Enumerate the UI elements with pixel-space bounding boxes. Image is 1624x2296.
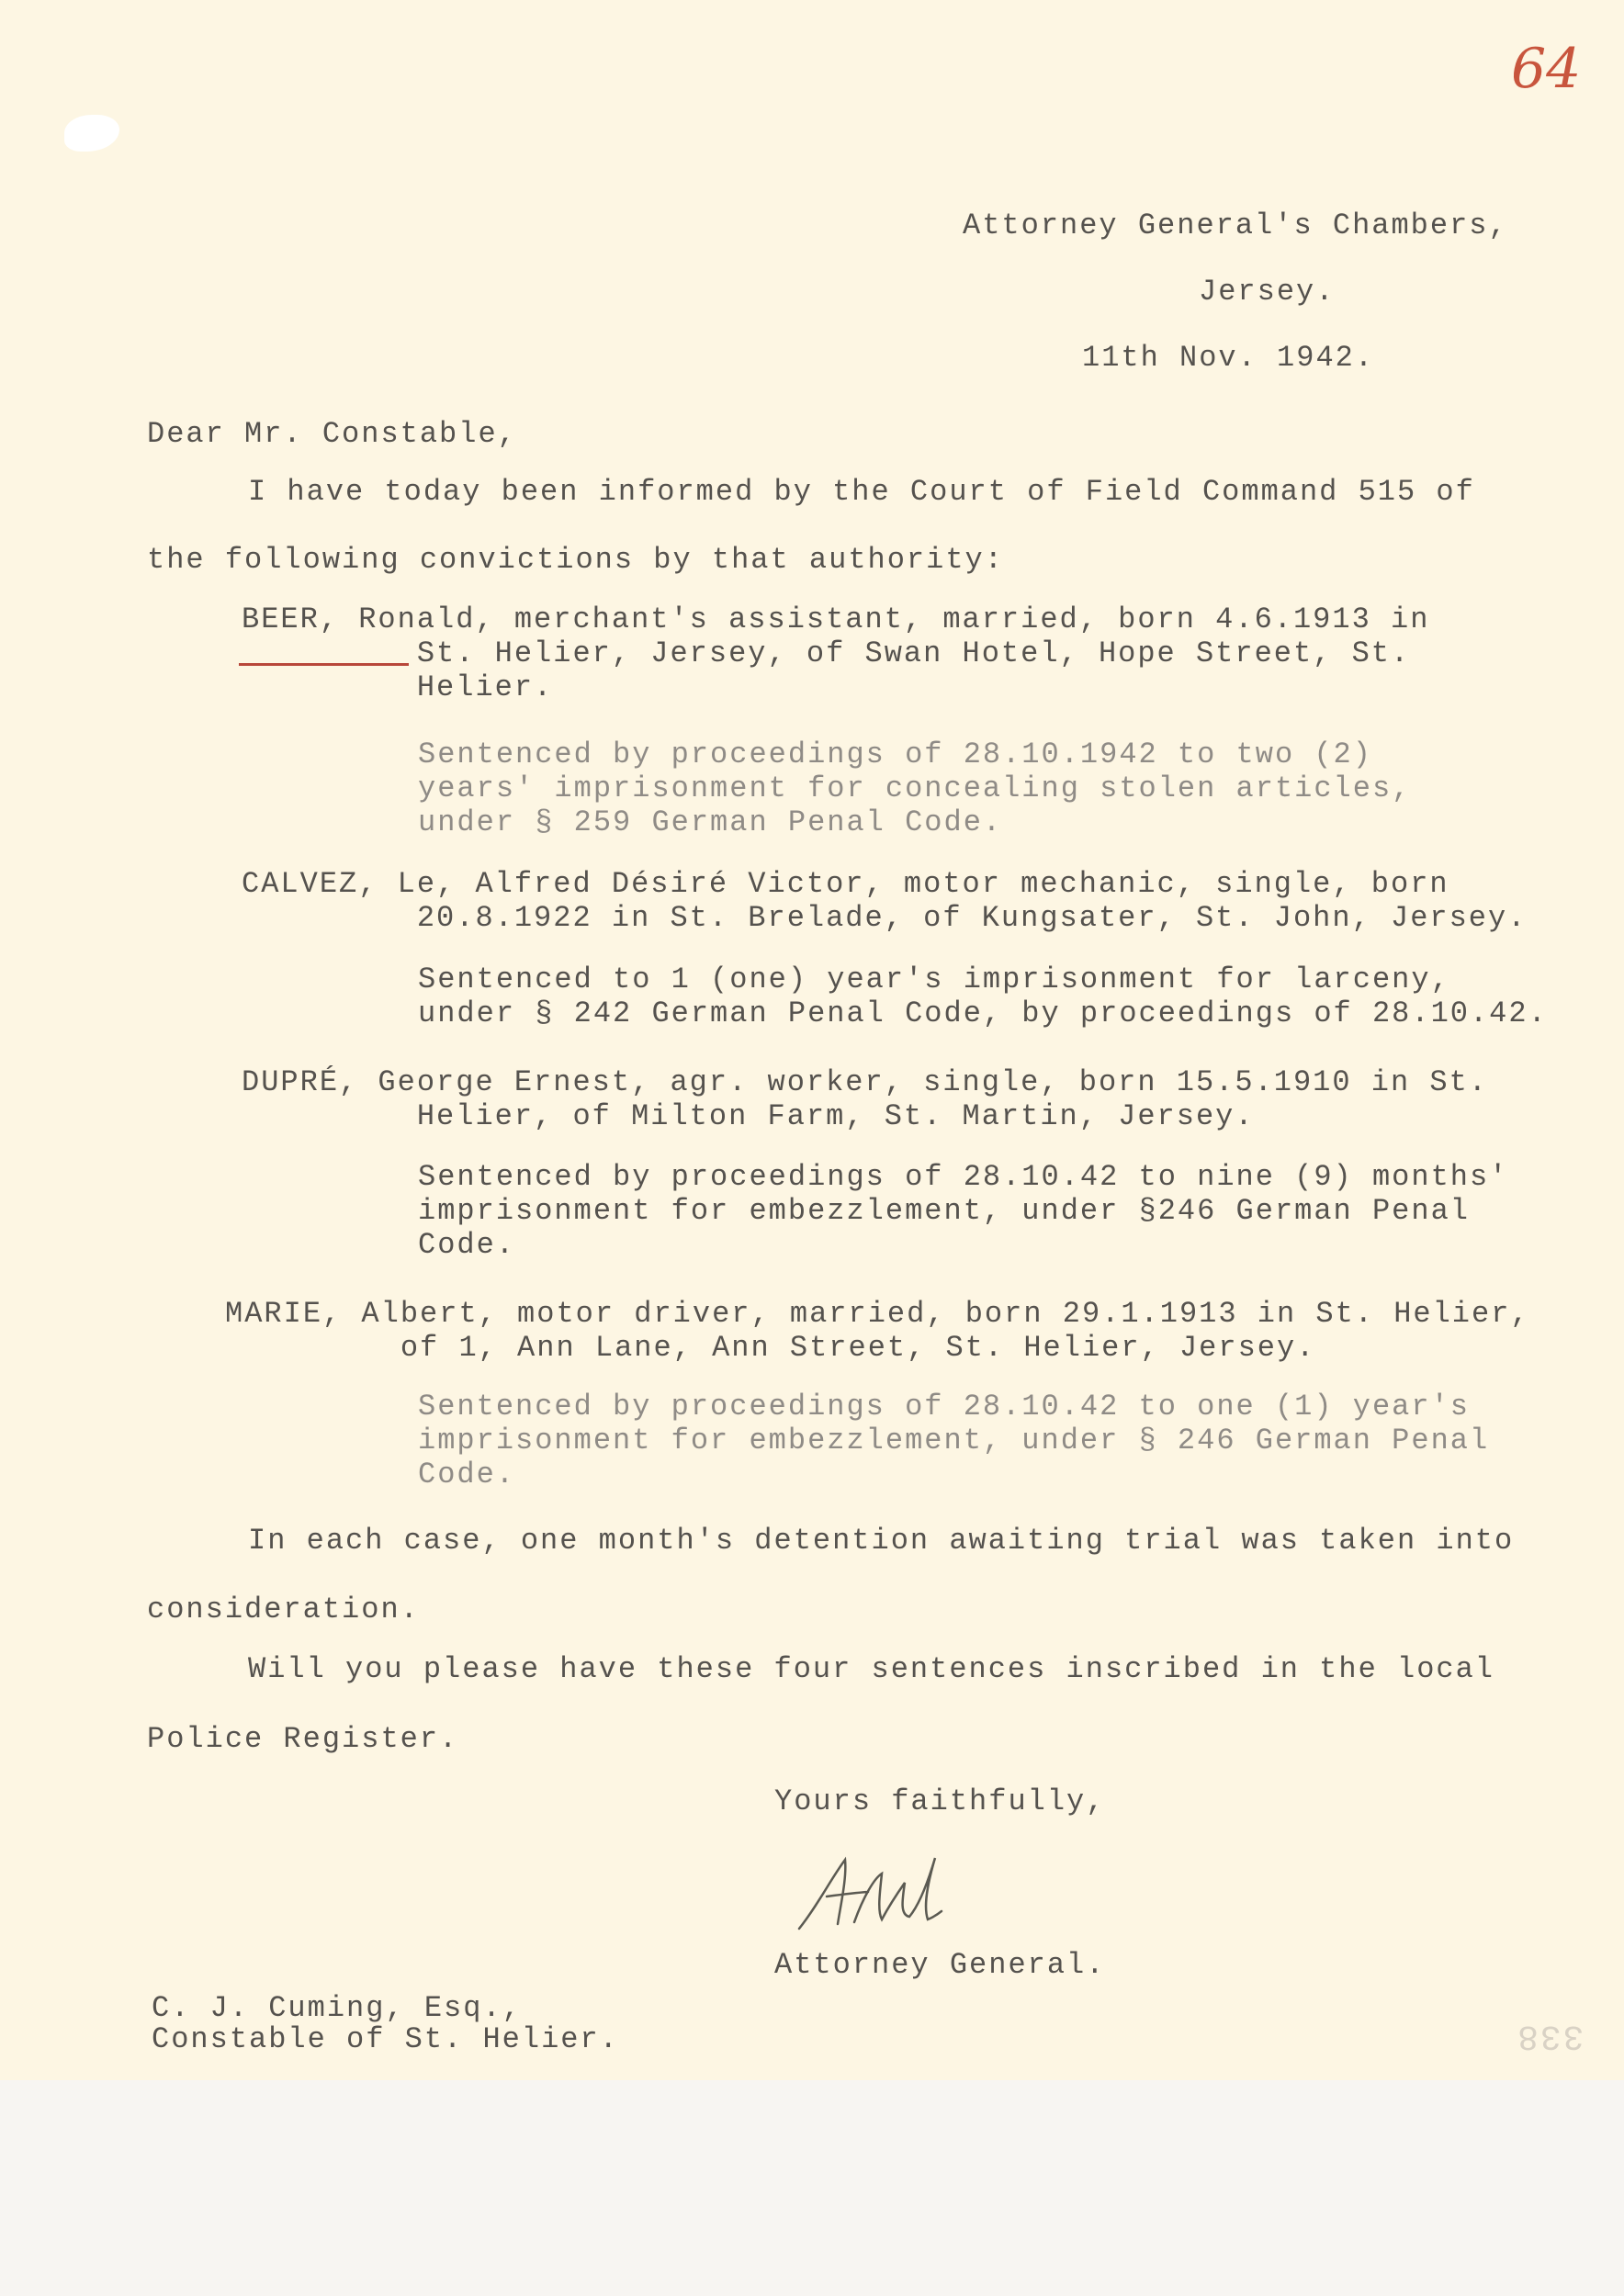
conviction-sentence-calvez: Sentenced to 1 (one) year's imprisonment for larceny, under § 242 German Penal Code, by proceedings of 28.10.42.: [418, 962, 1548, 1030]
sender-place: Jersey.: [1199, 275, 1336, 309]
intro-line-2: the following convictions by that authority:: [147, 543, 1004, 577]
conviction-person-beer: BEER, Ronald, merchant's assistant, married, born 4.6.1913 in St. Helier, Jersey, of Swan Hotel, Hope Street, St. Helier.: [242, 602, 1430, 704]
conviction-sentence-beer: Sentenced by proceedings of 28.10.1942 to two (2) years' imprisonment for concealing stolen articles, under § 259 German Penal Code.: [418, 737, 1412, 839]
letter-date: 11th Nov. 1942.: [1082, 341, 1375, 375]
handwritten-signature: [790, 1841, 955, 1942]
salutation: Dear Mr. Constable,: [147, 417, 517, 451]
conviction-person-marie: MARIE, Albert, motor driver, married, born 29.1.1913 in St. Helier, of 1, Ann Lane, Ann Street, St. Helier, Jersey.: [225, 1297, 1530, 1365]
archive-number: 338: [1516, 2016, 1585, 2055]
sender-office: Attorney General's Chambers,: [963, 208, 1508, 242]
detention-line-1: In each case, one month's detention awaiting trial was taken into: [248, 1524, 1515, 1558]
conviction-sentence-dupre: Sentenced by proceedings of 28.10.42 to nine (9) months' imprisonment for embezzlement, under §246 German Penal Code.: [418, 1160, 1509, 1262]
folio-number: 64: [1511, 37, 1582, 101]
paper-damage-mark: [64, 115, 119, 152]
conviction-person-calvez: CALVEZ, Le, Alfred Désiré Victor, motor mechanic, single, born 20.8.1922 in St. Brelade, of Kungsater, St. John, Jersey.: [242, 867, 1528, 935]
request-line-2: Police Register.: [147, 1722, 459, 1756]
conviction-person-dupre: DUPRÉ, George Ernest, agr. worker, single, born 15.5.1910 in St. Helier, of Milton Farm, St. Martin, Jersey.: [242, 1065, 1488, 1133]
intro-line-1: I have today been informed by the Court of Field Command 515 of: [248, 475, 1475, 509]
addressee-name: C. J. Cuming, Esq.,: [152, 1991, 522, 2025]
closing: Yours faithfully,: [774, 1784, 1106, 1818]
request-line-1: Will you please have these four sentences inscribed in the local: [248, 1652, 1494, 1686]
detention-line-2: consideration.: [147, 1593, 420, 1626]
conviction-sentence-marie: Sentenced by proceedings of 28.10.42 to one (1) year's imprisonment for embezzlement, under § 246 German Penal Code.: [418, 1390, 1490, 1491]
addressee-title: Constable of St. Helier.: [152, 2022, 619, 2056]
signature-title: Attorney General.: [774, 1948, 1106, 1982]
